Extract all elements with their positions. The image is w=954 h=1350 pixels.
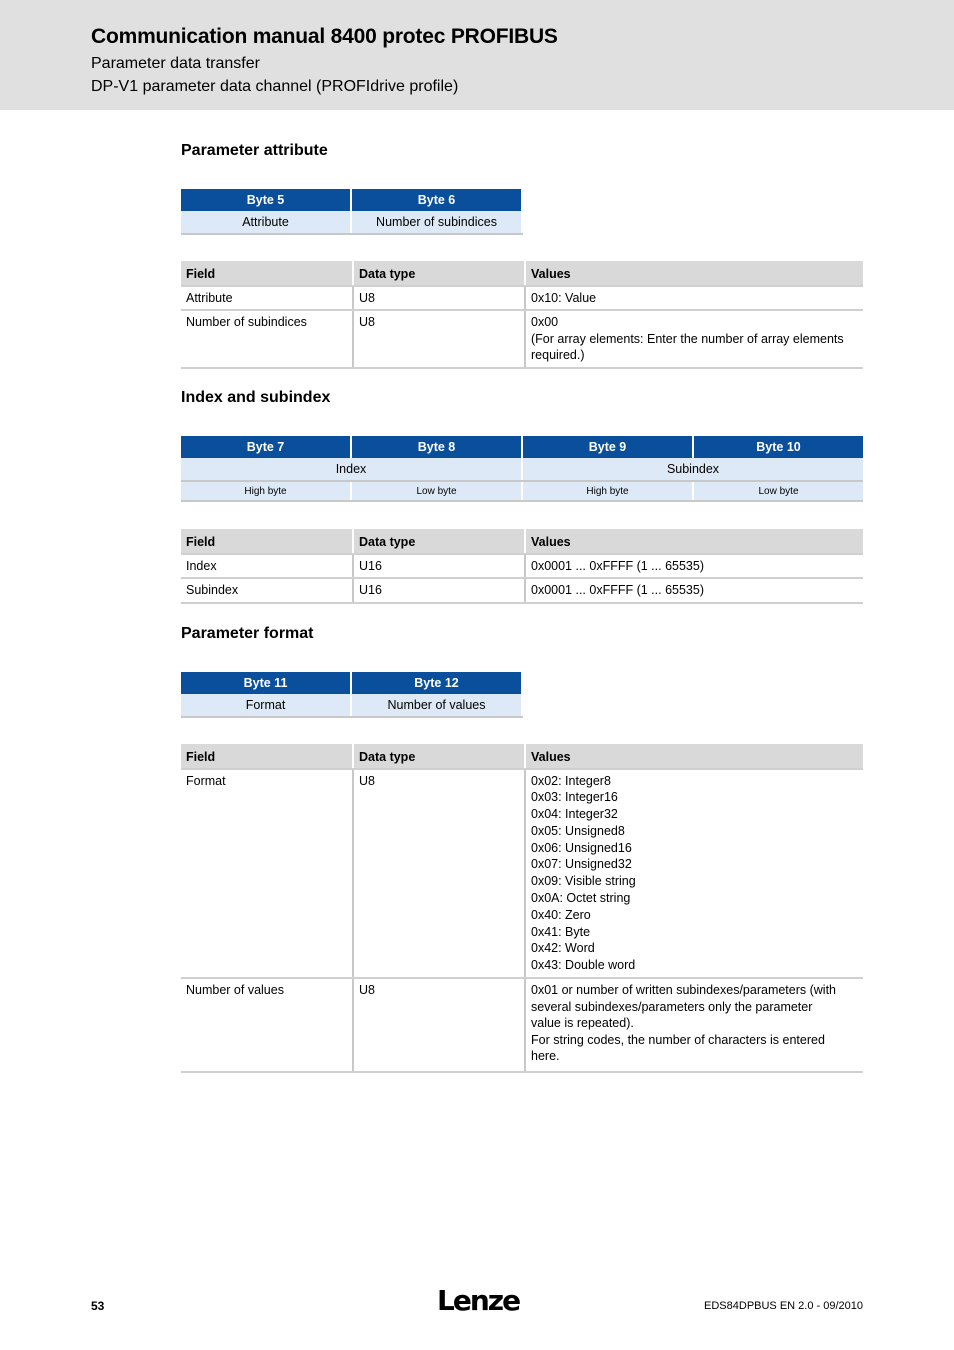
- byte-sublabel: High byte: [522, 481, 693, 501]
- value-line: 0x00: [531, 315, 559, 329]
- column-header: Data type: [353, 744, 525, 769]
- type-cell: U8: [353, 310, 525, 368]
- column-header: Values: [525, 529, 863, 554]
- byte-label: Number of values: [351, 694, 522, 717]
- byte-cell: Byte 11: [181, 672, 351, 694]
- byte-cell: Byte 6: [351, 189, 522, 211]
- value-line: 0x40: Zero: [531, 907, 591, 922]
- column-header: Values: [525, 261, 863, 286]
- value-line: several subindexes/parameters only the parameter: [531, 999, 813, 1014]
- byte-label: Attribute: [181, 211, 351, 234]
- table-row: [181, 578, 863, 603]
- table-row: [181, 554, 863, 579]
- value-line: 0x41: Byte: [531, 924, 591, 939]
- byte-label: Index: [181, 458, 522, 481]
- field-cell: Attribute: [181, 286, 353, 311]
- byte-layout-attribute: [181, 189, 523, 235]
- byte-layout-format: [181, 672, 523, 718]
- values-cell: [525, 978, 863, 1072]
- value-line: here.: [531, 1049, 560, 1064]
- table-row: [181, 286, 863, 311]
- page-number: 53: [91, 1299, 105, 1313]
- value-line: 0x43: Double word: [531, 958, 636, 973]
- field-cell: Number of values: [181, 978, 353, 1072]
- type-cell: U8: [353, 978, 525, 1072]
- field-cell: Index: [181, 554, 353, 579]
- value-line: 0x05: Unsigned8: [531, 823, 625, 838]
- page-header: [0, 0, 954, 110]
- byte-cell: Byte 7: [181, 436, 351, 458]
- type-cell: U8: [353, 286, 525, 311]
- value-line: 0x04: Integer32: [531, 807, 618, 822]
- byte-cell: Byte 8: [351, 436, 522, 458]
- field-cell: Number of subindices: [181, 310, 353, 368]
- value-line: 0x0001 ... 0xFFFF (1 ... 65535): [531, 558, 704, 573]
- type-cell: U16: [353, 554, 525, 579]
- byte-label: Format: [181, 694, 351, 717]
- values-cell: [525, 578, 863, 603]
- field-cell: Format: [181, 769, 353, 979]
- byte-sublabel: Low byte: [693, 481, 863, 501]
- byte-label: Subindex: [522, 458, 863, 481]
- heading-index-subindex: Index and subindex: [181, 389, 331, 406]
- field-cell: Subindex: [181, 578, 353, 603]
- values-cell: [525, 769, 863, 979]
- value-line: 0x02: Integer8: [531, 773, 611, 788]
- value-line: value is repeated).: [531, 1016, 634, 1031]
- values-cell: [525, 286, 863, 311]
- section-title: DP-V1 parameter data channel (PROFIdrive profile): [91, 78, 459, 95]
- spec-table-index: [181, 529, 863, 604]
- column-header: Field: [181, 529, 353, 554]
- value-line: 0x0001 ... 0xFFFF (1 ... 65535): [531, 583, 704, 597]
- table-row: [181, 769, 863, 979]
- spec-table-attribute: [181, 261, 863, 369]
- byte-label: Number of subindices: [351, 211, 522, 234]
- byte-cell: Byte 12: [351, 672, 522, 694]
- table-row: [181, 978, 863, 1072]
- column-header: Field: [181, 261, 353, 286]
- value-line: required.): [531, 348, 585, 362]
- byte-cell: Byte 9: [522, 436, 693, 458]
- value-line: (For array elements: Enter the number of array elements: [531, 331, 844, 346]
- value-line: 0x09: Visible string: [531, 874, 636, 889]
- column-header: Field: [181, 744, 353, 769]
- values-cell: [525, 554, 863, 579]
- column-header: Data type: [353, 261, 525, 286]
- document-title: Communication manual 8400 protec PROFIBUS: [91, 25, 558, 48]
- chapter-title: Parameter data transfer: [91, 55, 260, 72]
- value-line: 0x03: Integer16: [531, 790, 618, 805]
- table-row: [181, 310, 863, 368]
- value-line: 0x06: Unsigned16: [531, 840, 632, 855]
- values-cell: [525, 310, 863, 368]
- column-header: Data type: [353, 529, 525, 554]
- value-line: For string codes, the number of characters is entered: [531, 1032, 825, 1047]
- byte-cell: Byte 5: [181, 189, 351, 211]
- type-cell: U16: [353, 578, 525, 603]
- byte-layout-index: [181, 436, 863, 502]
- byte-sublabel: Low byte: [351, 481, 522, 501]
- heading-parameter-attribute: Parameter attribute: [181, 142, 328, 159]
- heading-parameter-format: Parameter format: [181, 625, 314, 642]
- byte-sublabel: High byte: [181, 481, 351, 501]
- value-line: 0x0A: Octet string: [531, 891, 631, 906]
- document-id: EDS84DPBUS EN 2.0 - 09/2010: [704, 1300, 863, 1312]
- byte-cell: Byte 10: [693, 436, 863, 458]
- value-line: 0x42: Word: [531, 941, 595, 956]
- value-line: 0x01 or number of written subindexes/parameters (with: [531, 983, 837, 998]
- spec-table-format: [181, 744, 863, 1073]
- column-header: Values: [525, 744, 863, 769]
- value-line: 0x07: Unsigned32: [531, 857, 632, 872]
- type-cell: U8: [353, 769, 525, 979]
- lenze-logo: Lenze: [437, 1284, 520, 1317]
- value-line: 0x10: Value: [531, 290, 597, 305]
